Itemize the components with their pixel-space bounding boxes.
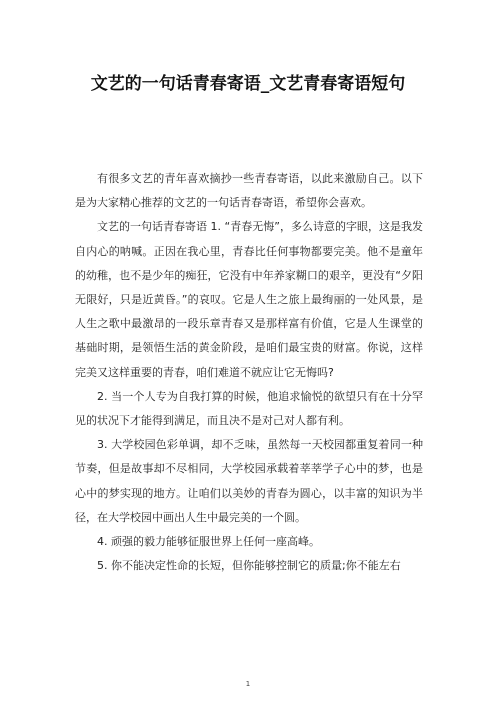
document-body [75, 167, 423, 578]
paragraph-5: 5. 你不能决定性命的长短，但你能够控制它的质量;你不能左右 [97, 559, 401, 573]
document-title: 文艺的一句话青春寄语_文艺青春寄语短句 [90, 74, 406, 94]
paragraph-2: 2. 当一个人专为自我打算的时候，他追求愉悦的欲望只有在十分罕见的状况下才能得到满足，而且决不是对己对人都有利。 [75, 389, 423, 428]
paragraph-intro: 有很多文艺的青年喜欢摘抄一些青春寄语，以此来激励自己。以下是为大家精心推荐的文艺的一句话青春寄语，希望你会喜欢。 [75, 172, 423, 210]
paragraph-1: 文艺的一句话青春寄语 1. “青春无悔”，多么诗意的字眼，这是我发自内心的呐喊。正因在我心里，青春比任何事物都要完美。他不是童年的幼稚，也不是少年的痴狂，它没有中年养家糊口的艰辛，更没有“夕阳无限好，只是近黄昏。”的哀叹。它是人生之旅上最绚丽的一处风景，是人生之歌中最激昂的一段乐章青春又是那样富有价值，它是人生课堂的基础时期，是领悟生活的黄金阶段，是咱们最宝贵的财富。你说，这样完美又这样重要的青春，咱们难道不就应让它无悔吗? [75, 220, 423, 379]
paragraph-4: 4. 顽强的毅力能够征服世界上任何一座高峰。 [97, 535, 320, 549]
page-number: 1 [245, 680, 251, 688]
paragraph-3: 3. 大学校园色彩单调，却不乏味，虽然每一天校园都重复着同一种节奏，但是故事却不尽相同，大学校园承载着莘莘学子心中的梦，也是心中的梦实现的地方。让咱们以美妙的青春为圆心，以丰富的知识为半径，在大学校园中画出人生中最完美的一个圆。 [75, 438, 423, 524]
